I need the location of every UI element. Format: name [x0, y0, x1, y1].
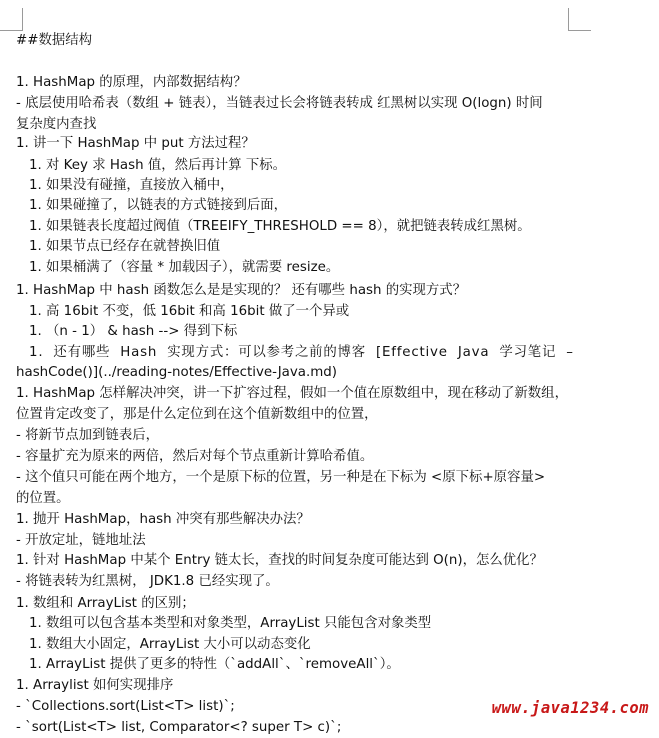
- page-corner-mark-right: [568, 8, 591, 31]
- document-line: - `Collections.sort(List<T> list)`;: [16, 699, 235, 714]
- document-line: 1. ArrayList 提供了更多的特性（`addAll`、`removeAll`）。: [29, 657, 400, 672]
- document-line: 1. 如果碰撞了，以链表的方式链接到后面，: [29, 198, 288, 213]
- document-line: ##数据结构: [16, 33, 93, 48]
- document-line: 1. 如果节点已经存在就替换旧值: [29, 239, 221, 254]
- document-line: 1. Arraylist 如何实现排序: [16, 678, 174, 693]
- document-line: 1. HashMap 的原理，内部数据结构？: [16, 75, 247, 90]
- document-line: hashCode()](../reading-notes/Effective-Java.md): [16, 365, 338, 380]
- watermark: www.java1234.com: [491, 699, 649, 717]
- document-line: 1. 如果桶满了（容量 * 加载因子），就需要 resize。: [29, 260, 340, 275]
- document-line: 1. 如果链表长度超过阀值（TREEIFY_THRESHOLD == 8），就把链表转成红黑树。: [29, 219, 531, 234]
- document-line: 1. 数组大小固定，ArrayList 大小可以动态变化: [29, 637, 311, 652]
- document-line: 1. 数组可以包含基本类型和对象类型，ArrayList 只能包含对象类型: [29, 616, 432, 631]
- document-line: 的位置。: [16, 491, 70, 506]
- document-line: 1. 数组和 ArrayList 的区别；: [16, 596, 195, 611]
- document-line: - 将新节点加到链表后，: [16, 428, 159, 443]
- document-line: - 底层使用哈希表（数组 + 链表），当链表过长会将链表转成 红黑树以实现 O(logn) 时间: [16, 96, 543, 111]
- document-line: 1. HashMap 中 hash 函数怎么是是实现的？ 还有哪些 hash 的实现方式？: [16, 283, 467, 298]
- document-line: 1. HashMap 怎样解决冲突，讲一下扩容过程，假如一个值在原数组中，现在移动了新数组，: [16, 386, 568, 401]
- document-line: 1. 讲一下 HashMap 中 put 方法过程？: [16, 136, 255, 151]
- document-line: 1. 对 Key 求 Hash 值，然后再计算 下标。: [29, 158, 287, 173]
- document-line: 位置肯定改变了，那是什么定位到在这个值新数组中的位置，: [16, 407, 378, 422]
- document-line: 复杂度内查找: [16, 117, 97, 132]
- document-line: - 将链表转为红黑树， JDK1.8 已经实现了。: [16, 574, 279, 589]
- document-line: - `sort(List<T> list, Comparator<? super T> c)`;: [16, 720, 342, 735]
- document-line: 1. 还有哪些 Hash 实现方式：可以参考之前的博客 [Effective Java 学习笔记 –: [29, 345, 574, 360]
- page-corner-mark-left: [0, 8, 23, 31]
- document-line: - 容量扩充为原来的两倍，然后对每个节点重新计算哈希值。: [16, 449, 374, 464]
- document-line: 1. （n - 1） & hash --> 得到下标: [29, 324, 238, 339]
- document-line: 1. 抛开 HashMap，hash 冲突有那些解决办法？: [16, 512, 310, 527]
- document-line: 1. 如果没有碰撞，直接放入桶中，: [29, 178, 234, 193]
- document-line: - 这个值只可能在两个地方，一个是原下标的位置，另一种是在下标为 <原下标+原容量>: [16, 470, 546, 485]
- document-line: - 开放定址，链地址法: [16, 533, 146, 548]
- document-line: 1. 高 16bit 不变，低 16bit 和高 16bit 做了一个异或: [29, 304, 350, 319]
- document-line: 1. 针对 HashMap 中某个 Entry 链太长，查找的时间复杂度可能达到 O(n)，怎么优化？: [16, 553, 543, 568]
